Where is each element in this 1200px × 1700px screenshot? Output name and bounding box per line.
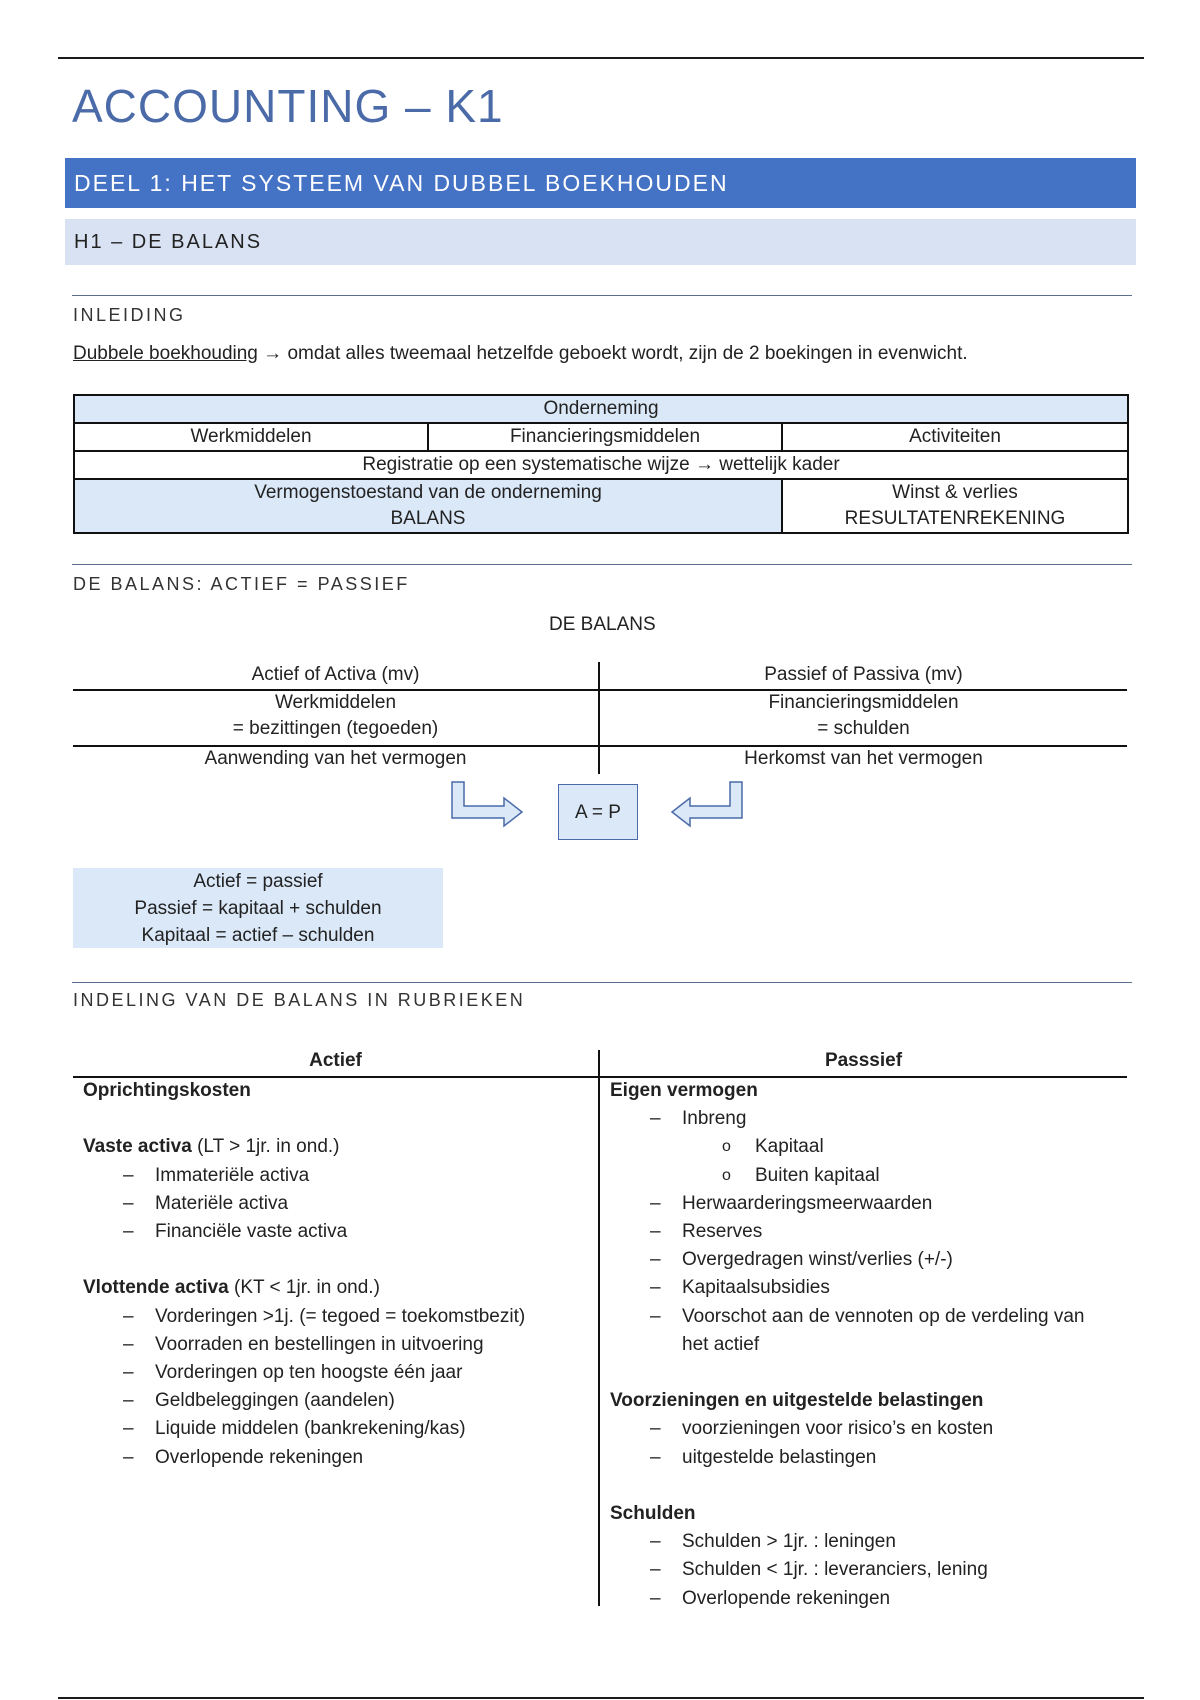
list-item: – Schulden > 1jr. : leningen [610,1528,1130,1556]
intro-paragraph [73,343,968,365]
table-cell-activiteiten: Activiteiten [782,423,1128,451]
actief-line1: Werkmiddelen [274,692,397,713]
formula-box [73,868,443,948]
list-item: – Herwaarderingsmeerwaarden [610,1190,1130,1218]
balans-line2: BALANS [390,508,466,529]
passief-column-header: Passsief [824,1050,903,1071]
resultaten-line1: Winst & verlies [892,482,1018,503]
chapter-heading: H1 – DE BALANS [65,219,1136,265]
actief-footer: Aanwending van het vermogen [204,748,467,769]
list-item: – uitgestelde belastingen [610,1444,1130,1472]
document-title: ACCOUNTING – K1 [72,80,504,132]
section-heading-rubrieken: INDELING VAN DE BALANS IN RUBRIEKEN [73,990,526,1010]
table-cell-registratie: Registratie op een systematische wijze → wettelijk kader [74,451,1128,479]
equation-box: A = P [558,784,638,840]
list-item: – Schulden < 1jr. : leveranciers, lening [610,1556,1130,1584]
list-item-continuation: het actief [682,1333,760,1355]
onderneming-table [73,394,1129,534]
passief-description [600,690,1127,742]
arrow-right-icon [450,780,526,828]
passief-header: Passief of Passiva (mv) [764,664,963,685]
vlottende-activa-heading: Vlottende activa (KT < 1jr. in ond.) [83,1277,380,1299]
list-item: – voorzieningen voor risico’s en kosten [610,1415,1130,1443]
sub-list-item: o Kapitaal [610,1133,1130,1161]
intro-term: Dubbele boekhouding [73,343,258,364]
resultaten-line2: RESULTATENREKENING [844,508,1066,529]
balans-title: DE BALANS [549,614,656,635]
list-item: – Voorschot aan de vennoten op de verdeling van [610,1303,1130,1331]
formula-line: Passief = kapitaal + schulden [134,898,382,919]
actief-header: Actief of Activa (mv) [251,664,420,685]
list-item: – Overlopende rekeningen [610,1585,1130,1613]
passief-footer: Herkomst van het vermogen [744,748,983,769]
list-item: – Voorraden en bestellingen in uitvoering [83,1331,593,1359]
actief-description [73,690,598,742]
passief-line2: = schulden [817,718,910,739]
sub-list-item: o Buiten kapitaal [610,1162,1130,1190]
top-rule [58,57,1144,59]
list-item: – Kapitaalsubsidies [610,1274,1130,1302]
rubrieken-divider [598,1050,600,1606]
actief-column [83,1077,593,1472]
table-cell-werkmiddelen: Werkmiddelen [74,423,428,451]
formula-line: Kapitaal = actief – schulden [141,925,375,946]
passief-line1: Financieringsmiddelen [768,692,959,713]
section-rule [72,564,1132,565]
intro-text: → omdat alles tweemaal hetzelfde geboekt wordt, zijn de 2 boekingen in evenwicht. [257,343,968,364]
section-heading-balans: DE BALANS: ACTIEF = PASSIEF [73,574,410,594]
list-item: – Financiële vaste activa [83,1218,593,1246]
bottom-rule [58,1697,1144,1699]
list-item: – Vorderingen op ten hoogste één jaar [83,1359,593,1387]
table-cell-resultatenrekening [782,479,1128,533]
list-item: – Vorderingen >1j. (= tegoed = toekomstbezit) [83,1303,593,1331]
section-rule [72,295,1132,296]
schulden-heading: Schulden [610,1503,696,1525]
table-cell-balans [74,479,782,533]
oprichtingskosten: Oprichtingskosten [83,1080,251,1101]
voorzieningen-heading: Voorzieningen en uitgestelde belastingen [610,1390,984,1412]
eigen-vermogen-heading: Eigen vermogen [610,1080,758,1101]
table-cell-financieringsmiddelen: Financieringsmiddelen [428,423,782,451]
list-item: – Liquide middelen (bankrekening/kas) [83,1415,593,1443]
actief-column-header: Actief [309,1050,362,1071]
list-item: – Inbreng [610,1105,1130,1133]
list-item: – Materiële activa [83,1190,593,1218]
formula-line: Actief = passief [193,871,323,892]
balans-line1: Vermogenstoestand van de onderneming [254,482,602,503]
balans-divider [598,662,600,774]
passief-column [610,1077,1130,1613]
list-item: – Overlopende rekeningen [83,1444,593,1472]
part-heading: DEEL 1: HET SYSTEEM VAN DUBBEL BOEKHOUDEN [65,158,1136,208]
list-item: – Overgedragen winst/verlies (+/-) [610,1246,1130,1274]
list-item: – Geldbeleggingen (aandelen) [83,1387,593,1415]
list-item: – Reserves [610,1218,1130,1246]
list-item: – Immateriële activa [83,1162,593,1190]
section-heading-inleiding: INLEIDING [73,305,186,325]
table-cell-onderneming: Onderneming [74,395,1128,423]
vaste-activa-heading: Vaste activa (LT > 1jr. in ond.) [83,1136,340,1158]
actief-line2: = bezittingen (tegoeden) [232,718,439,739]
arrow-left-icon [668,780,744,828]
section-rule [72,982,1132,983]
